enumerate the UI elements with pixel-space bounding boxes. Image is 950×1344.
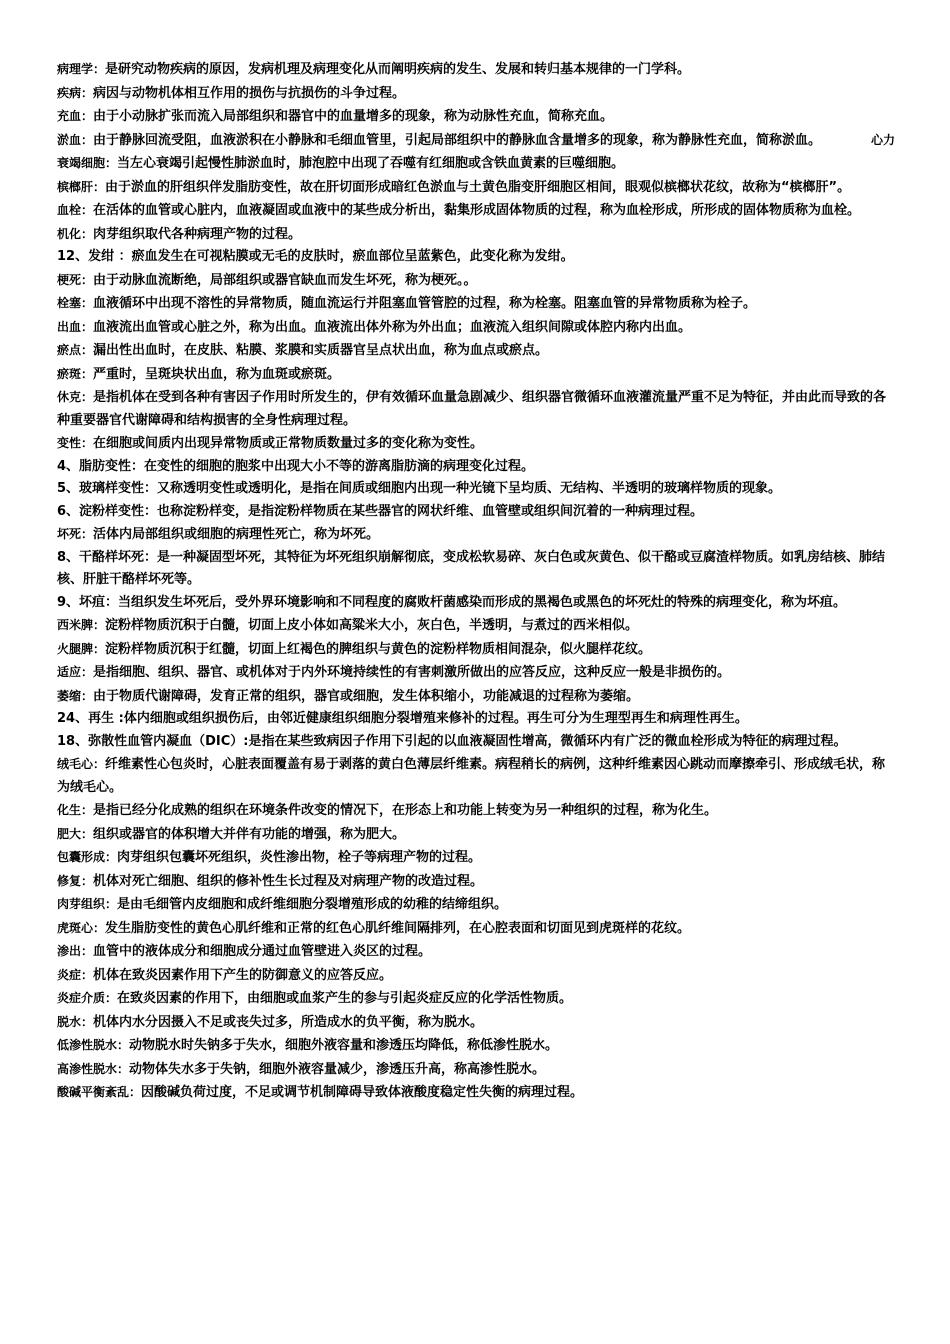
entry-definition: 活体内局部组织或细胞的病理性死亡，称为坏死。 xyxy=(93,527,380,542)
glossary-entry xyxy=(57,661,895,685)
entry-definition: 由于静脉回流受阻，血液淤积在小静脉和毛细血管里，引起局部组织中的静脉血含量增多的现象，称为静脉性充血，简称淤血。 xyxy=(93,132,822,148)
entry-definition: 血管中的液体成分和细胞成分通过血管壁进入炎区的过程。 xyxy=(93,944,432,959)
entry-term: 西米脾： xyxy=(57,618,106,632)
entry-term: 血栓： xyxy=(57,203,94,217)
glossary-entry xyxy=(57,223,895,247)
glossary-entry xyxy=(57,386,895,432)
glossary-entry xyxy=(57,1034,895,1058)
glossary-entry xyxy=(57,501,895,524)
entry-definition: 肉芽组织取代各种病理产物的过程。 xyxy=(93,226,302,242)
entry-term: 衰竭细胞： xyxy=(57,156,118,170)
entry-definition: 当左心衰竭引起慢性肺淤血时，肺泡腔中出现了吞噬有红细胞或含铁血黄素的巨噬细胞。 xyxy=(117,156,625,171)
entry-definition: 机体对死亡细胞、组织的修补性生长过程及对病理产物的改造过程。 xyxy=(93,873,484,889)
entry-definition: 血液流出血管或心脏之外，称为出血。血液流出体外称为外出血；血液流入组织间隙或体腔内称内出血。 xyxy=(93,319,692,335)
glossary-entry xyxy=(57,292,895,316)
glossary-entry xyxy=(57,152,895,176)
entry-term: 变性： xyxy=(57,436,94,450)
entry-term: 瘀点： xyxy=(57,343,94,357)
entry-definition: 12、发绀 ：瘀血发生在可视粘膜或无毛的皮肤时，瘀血部位呈蓝紫色，此变化称为发绀。 xyxy=(57,249,574,264)
entry-definition: 由于淤血的肝组织伴发脂肪变性，故在肝切面形成暗红色淤血与土黄色脂变肝细胞区相间，眼观似槟榔状花纹，故称为“槟榔肝”。 xyxy=(105,179,851,195)
glossary-entry xyxy=(57,685,895,709)
glossary-entry xyxy=(57,638,895,662)
entry-term: 高渗性脱水： xyxy=(57,1061,130,1076)
entry-term: 疾病： xyxy=(57,85,94,100)
entry-term: 肉芽组织： xyxy=(57,897,118,911)
glossary-entry xyxy=(57,592,895,615)
glossary-entry xyxy=(57,870,895,894)
entry-term: 坏死： xyxy=(57,527,94,541)
entry-term: 适应： xyxy=(57,665,94,679)
glossary-entry xyxy=(57,753,895,799)
entry-definition: 4、脂肪变性：在变性的细胞的胞浆中出现大小不等的游离脂肪滴的病理变化过程。 xyxy=(57,458,535,474)
entry-term: 槟榔肝： xyxy=(57,179,106,194)
entry-term: 火腿脾： xyxy=(57,641,106,656)
glossary-entry xyxy=(57,246,895,269)
entry-definition: 组织或器官的体积增大并伴有功能的增强，称为肥大。 xyxy=(93,826,406,842)
glossary-entry xyxy=(57,316,895,340)
glossary-entry xyxy=(57,987,895,1011)
glossary-entry xyxy=(57,614,895,638)
entry-term: 绒毛心： xyxy=(57,757,106,771)
entry-term: 休克： xyxy=(57,390,94,404)
entry-term: 渗出： xyxy=(57,944,94,958)
glossary-entry xyxy=(57,731,895,754)
glossary-entry xyxy=(57,176,895,200)
entry-definition: 严重时，呈斑块状出血，称为血斑或瘀斑。 xyxy=(93,366,341,382)
entry-definition: 18、弥散性血管内凝血（DIC）:是指在某些致病因子作用下引起的以血液凝固性增高，微循环内有广泛的微血栓形成为特征的病理过程。 xyxy=(57,733,847,749)
entry-definition: 9、坏疽：当组织发生坏死后，受外界环境影响和不同程度的腐败杆菌感染而形成的黑褐色或黑色的坏死灶的特殊的病理变化，称为坏疽。 xyxy=(57,594,847,610)
glossary-entry xyxy=(57,708,895,731)
entry-term: 炎症： xyxy=(57,967,94,982)
entry-definition: 5、玻璃样变性：又称透明变性或透明化，是指在间质或细胞内出现一种光镜下呈均质、无结构、半透明的玻璃样物质的现象。 xyxy=(57,481,782,496)
entry-definition: 在细胞或间质内出现异常物质或正常物质数量过多的变化称为变性。 xyxy=(93,436,484,451)
entry-term: 脱水： xyxy=(57,1014,94,1029)
entry-term: 包囊形成： xyxy=(57,850,118,864)
entry-term: 病理学： xyxy=(57,62,106,76)
entry-definition: 动物体失水多于失钠，细胞外液容量减少，渗透压升高，称高渗性脱水。 xyxy=(129,1061,546,1077)
glossary-entry xyxy=(57,547,895,592)
entry-term: 低渗性脱水： xyxy=(57,1038,130,1052)
entry-term: 化生： xyxy=(57,803,94,817)
entry-term: 淤血： xyxy=(57,132,94,147)
entry-definition: 由于动脉血流断绝，局部组织或器官缺血而发生坏死，称为梗死。。 xyxy=(93,272,477,288)
entry-tail: 心力 xyxy=(870,132,895,147)
entry-definition: 是指机体在受到各种有害因子作用时所发生的，伊有效循环血量急剧减少、组织器官微循环血液灌流量严重不足为特征，并由此而导致的各种重要器官代谢障碍和结构损害的全身性病理过程。 xyxy=(57,390,887,428)
entry-term: 肥大： xyxy=(57,826,94,841)
entry-definition: 病因与动物机体相互作用的损伤与抗损伤的斗争过程。 xyxy=(93,85,406,101)
entry-term: 出血： xyxy=(57,319,94,334)
entry-definition: 24、再生 :体内细胞或组织损伤后，由邻近健康组织细胞分裂增殖来修补的过程。再生可分为生理型再生和病理性再生。 xyxy=(57,711,748,726)
glossary-entry xyxy=(57,199,895,223)
glossary-entry xyxy=(57,58,895,82)
glossary-entry xyxy=(57,940,895,964)
entry-definition: 是指已经分化成熟的组织在环境条件改变的情况下，在形态上和功能上转变为另一种组织的过程，称为化生。 xyxy=(93,803,718,818)
entry-term: 栓塞： xyxy=(57,296,94,310)
entry-definition: 是指细胞、组织、器官、或机体对于内外环境持续性的有害刺激所做出的应答反应，这种反应一般是非损伤的。 xyxy=(93,665,731,680)
entry-term: 充血： xyxy=(57,109,94,123)
entry-definition: 淀粉样物质沉积于白髓，切面上皮小体如高粱米大小，灰白色，半透明，与煮过的西米相似。 xyxy=(105,618,639,633)
glossary-entry xyxy=(57,432,895,456)
entry-definition: 8、干酪样坏死：是一种凝固型坏死，其特征为坏死组织崩解彻底，变成松软易碎、灰白色或灰黄色、似干酪或豆腐渣样物质。如乳房结核、肺结核、肝脏干酪样坏死等。 xyxy=(57,549,886,587)
entry-definition: 机体内水分因摄入不足或丧失过多，所造成水的负平衡，称为脱水。 xyxy=(93,1014,484,1030)
glossary-entry xyxy=(57,478,895,501)
entry-term: 瘀斑： xyxy=(57,366,94,381)
entry-definition: 纤维素性心包炎时，心脏表面覆盖有易于剥落的黄白色薄层纤维素。病程稍长的病例，这种纤维素因心跳动而摩擦牵引、形成绒毛状，称为绒毛心。 xyxy=(57,757,886,795)
glossary-entry xyxy=(57,964,895,988)
entry-definition: 因酸碱负荷过度，不足或调节机制障碍导致体液酸度稳定性失衡的病理过程。 xyxy=(141,1085,584,1100)
document-body xyxy=(57,58,895,1105)
glossary-entry xyxy=(57,799,895,823)
entry-definition: 发生脂肪变性的黄色心肌纤维和正常的红色心肌纤维间隔排列，在心腔表面和切面见到虎斑样的花纹。 xyxy=(105,920,691,936)
entry-term: 萎缩： xyxy=(57,688,94,703)
glossary-entry xyxy=(57,269,895,293)
entry-term: 机化： xyxy=(57,226,94,241)
glossary-entry xyxy=(57,1058,895,1082)
glossary-entry xyxy=(57,339,895,363)
glossary-entry xyxy=(57,523,895,547)
glossary-entry xyxy=(57,105,895,129)
glossary-entry xyxy=(57,363,895,387)
entry-definition: 是研究动物疾病的原因，发病机理及病理变化从而阐明疾病的发生、发展和转归基本规律的一门学科。 xyxy=(105,62,691,77)
glossary-entry xyxy=(57,917,895,941)
entry-definition: 漏出性出血时，在皮肤、粘膜、浆膜和实质器官呈点状出血，称为血点或瘀点。 xyxy=(93,343,549,358)
glossary-entry xyxy=(57,823,895,847)
entry-definition: 淀粉样物质沉积于红髓，切面上红褐色的脾组织与黄色的淀粉样物质相间混杂，似火腿样花纹。 xyxy=(105,641,652,657)
entry-term: 修复： xyxy=(57,873,94,888)
glossary-entry xyxy=(57,846,895,870)
entry-definition: 血液循环中出现不溶性的异常物质，随血流运行并阻塞血管管腔的过程，称为栓塞。阻塞血管的异常物质称为栓子。 xyxy=(93,296,757,311)
glossary-entry xyxy=(57,82,895,106)
glossary-entry xyxy=(57,1011,895,1035)
glossary-entry xyxy=(57,129,895,153)
entry-definition: 在活体的血管或心脏内，血液凝固或血液中的某些成分析出，黏集形成固体物质的过程，称为血栓形成，所形成的固体物质称为血栓。 xyxy=(93,203,861,218)
entry-term: 虎斑心： xyxy=(57,920,106,935)
entry-term: 炎症介质： xyxy=(57,991,118,1005)
entry-term: 梗死： xyxy=(57,272,94,287)
glossary-entry xyxy=(57,1081,895,1105)
glossary-entry xyxy=(57,456,895,479)
entry-definition: 是由毛细管内皮细胞和成纤维细胞分裂增殖形成的幼稚的结缔组织。 xyxy=(117,897,508,912)
entry-definition: 在致炎因素的作用下，由细胞或血浆产生的参与引起炎症反应的化学活性物质。 xyxy=(117,991,573,1006)
entry-definition: 由于小动脉扩张而流入局部组织和器官中的血量增多的现象，称为动脉性充血，简称充血。 xyxy=(93,109,614,124)
entry-term: 酸碱平衡紊乱： xyxy=(57,1085,142,1099)
entry-definition: 肉芽组织包囊坏死组织，炎性渗出物，栓子等病理产物的过程。 xyxy=(117,850,482,865)
entry-definition: 6、淀粉样变性：也称淀粉样变，是指淀粉样物质在某些器官的网状纤维、血管壁或组织间沉着的一种病理过程。 xyxy=(57,503,704,519)
entry-definition: 由于物质代谢障碍，发育正常的组织，器官或细胞，发生体积缩小，功能减退的过程称为萎缩。 xyxy=(93,688,640,704)
entry-definition: 机体在致炎因素作用下产生的防御意义的应答反应。 xyxy=(93,967,393,983)
entry-definition: 动物脱水时失钠多于失水，细胞外液容量和渗透压均降低，称低渗性脱水。 xyxy=(129,1038,559,1053)
glossary-entry xyxy=(57,893,895,917)
